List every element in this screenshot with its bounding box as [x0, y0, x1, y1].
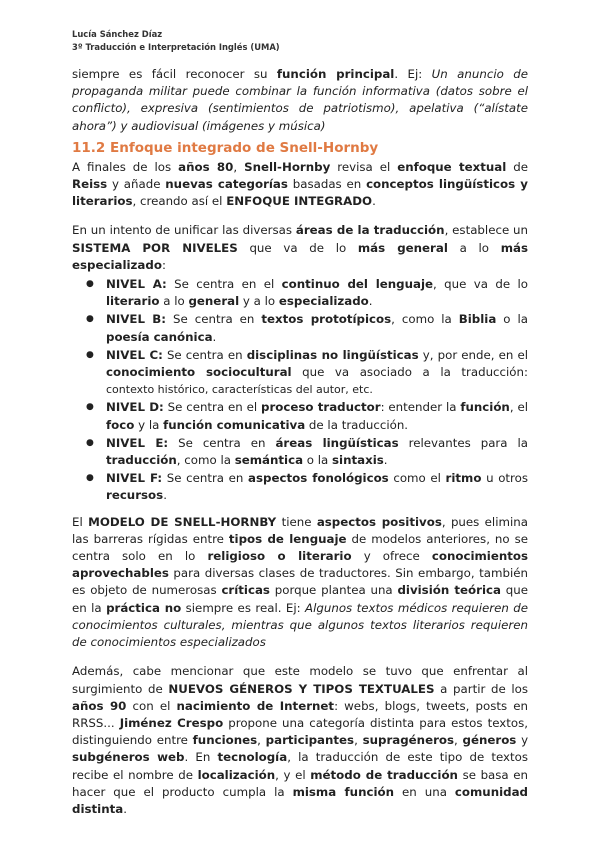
paragraph-enfoque: A finales de los años 80, Snell-Hornby revisa el enfoque textual de Reiss y añade nuevas categorías basadas en conceptos lingüísticos y literarios, creando así el ENFOQUE INTEGRADO.	[72, 159, 529, 209]
header-course: 3º Traducción e Interpretación Inglés (UMA)	[72, 42, 280, 52]
intro-paragraph: siempre es fácil reconocer su función principal. Ej: Un anuncio de propaganda militar puede combinar la función informativa (datos sobre el conflicto), expresiva (sentimientos de patriotismo), apelativa (“alístate ahora”) y audiovisual (imágenes y música)	[72, 67, 528, 133]
list-item-nivel-f: ● NIVEL F: Se centra en aspectos fonológicos como el ritmo u otros recursos.	[106, 470, 528, 504]
document-body	[72, 66, 528, 818]
list-item-nivel-d: ● NIVEL D: Se centra en el proceso traductor: entender la función, el foco y la función comunicativa de la traducción.	[106, 399, 528, 433]
list-item-nivel-c: ● NIVEL C: Se centra en disciplinas no lingüísticas y, por ende, en el conocimiento sociocultural que va asociado a la traducción: contexto histórico, características del autor, etc.	[106, 347, 528, 399]
paragraph-nuevos-generos: Además, cabe mencionar que este modelo se tuvo que enfrentar al surgimiento de NUEVOS GÉNEROS Y TIPOS TEXTUALES a partir de los años 90 con el nacimiento de Internet: webs, blogs, tweets, posts en RRSS... Jiménez Crespo propone una categoría distinta para estos textos, distinguiendo entre funciones, participantes, supragéneros, géneros y subgéneros web. En tecnología, la traducción de este tipo de textos recibe el nombre de localización, y el método de traducción se basa en hacer que el producto cumpla la misma función en una comunidad distinta.	[72, 664, 529, 816]
paragraph-sistema: En un intento de unificar las diversas áreas de la traducción, establece un SISTEMA POR NIVELES que va de lo más general a lo más especializado:	[72, 223, 529, 272]
list-item-nivel-e: ● NIVEL E: Se centra en áreas lingüísticas relevantes para la traducción, como la semántica o la sintaxis.	[106, 435, 528, 469]
list-item-nivel-b: ● NIVEL B: Se centra en textos prototípicos, como la Biblia o la poesía canónica.	[106, 311, 528, 345]
header-author: Lucía Sánchez Díaz	[72, 29, 163, 39]
paragraph-modelo: El MODELO DE SNELL-HORNBY tiene aspectos positivos, pues elimina las barreras rígidas entre tipos de lenguaje de modelos anteriores, no se centra solo en lo religioso o literario y ofrece conocimientos aprovechables para diversas clases de traductores. Sin embargo, también es objeto de numerosas críticas porque plantea una división teórica que en la práctica no siempre es real. Ej: Algunos textos médicos requieren de conocimientos culturales, mientras que algunos textos literarios requieren de conocimientos especializados	[72, 514, 529, 650]
list-item-nivel-a: ● NIVEL A: Se centra en el continuo del lenguaje, que va de lo literario a lo general y a lo especializado.	[106, 276, 528, 310]
levels-list	[72, 276, 528, 505]
page-header	[72, 28, 280, 54]
section-heading: 11.2 Enfoque integrado de Snell-Hornby	[72, 139, 379, 156]
